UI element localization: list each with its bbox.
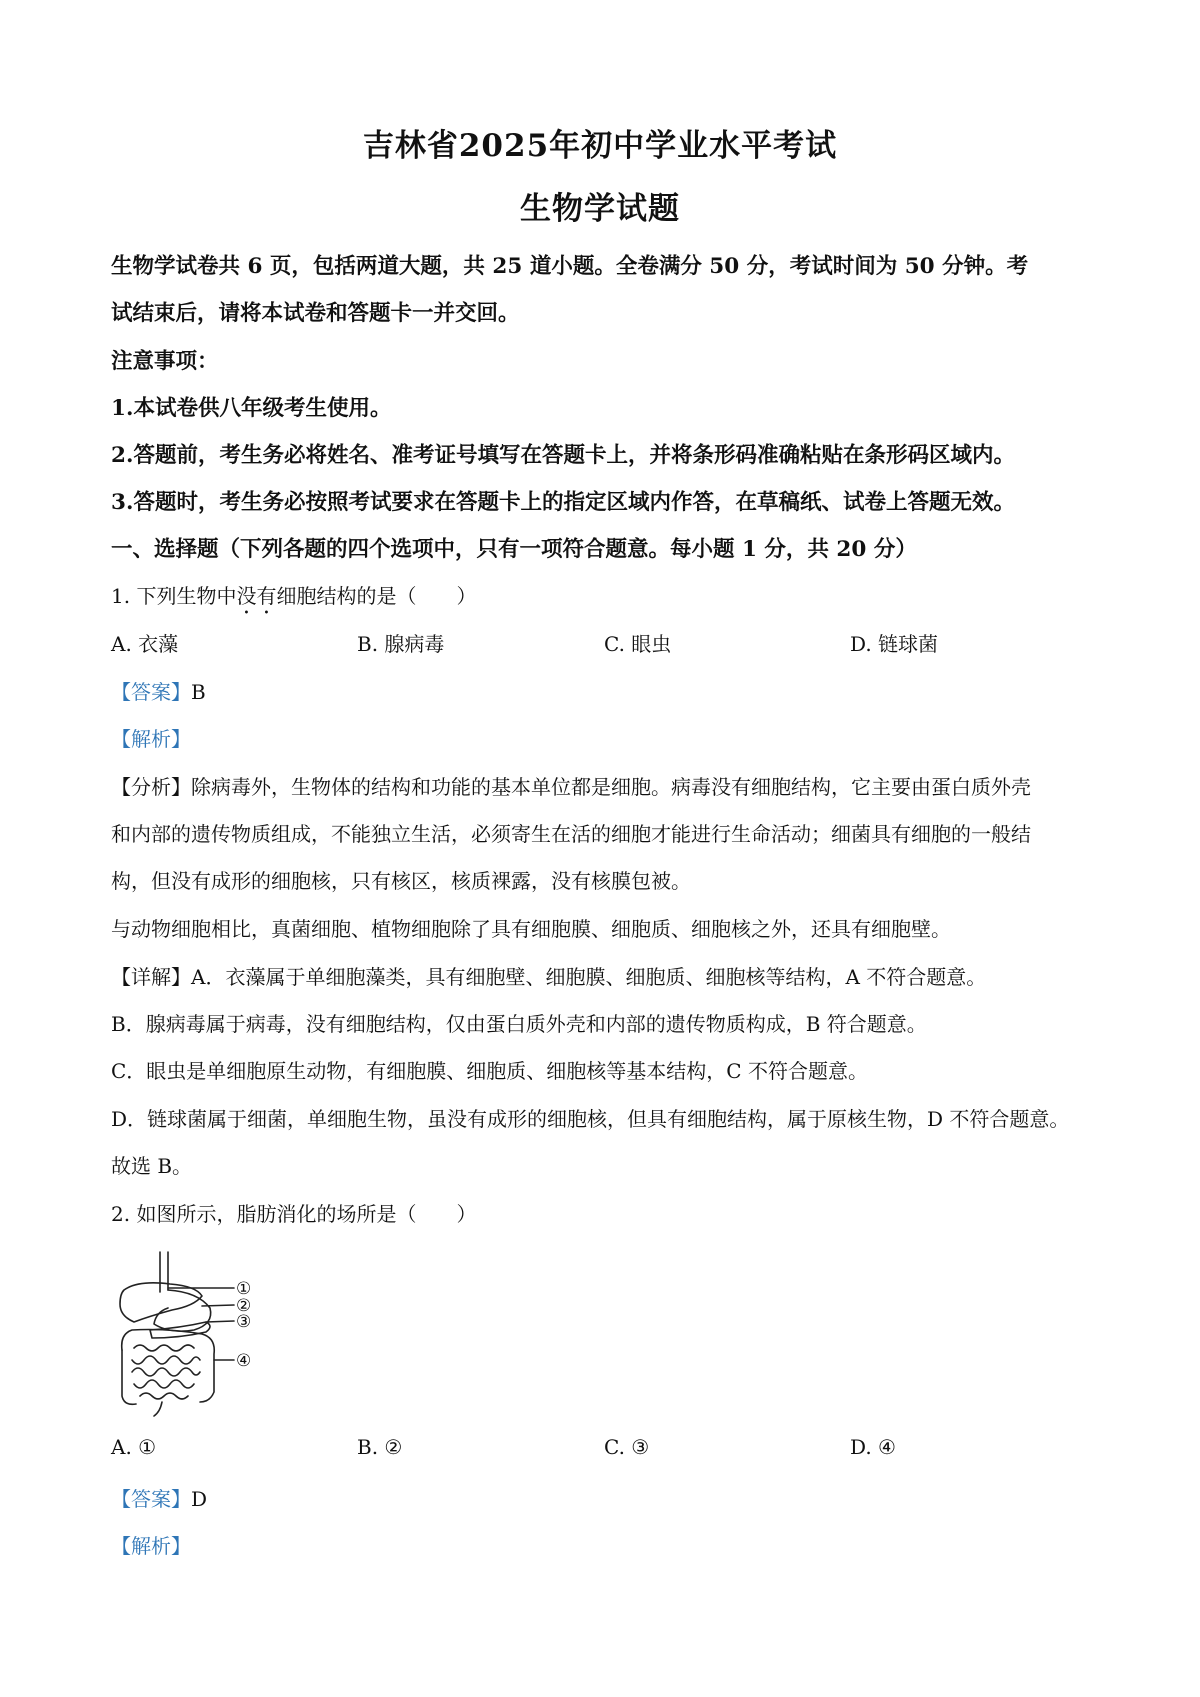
q1-analysis-line: 和内部的遗传物质组成，不能独立生活，必须寄生在活的细胞才能进行生命活动；细菌具有细胞的一般结 (111, 822, 1031, 846)
q1-stem-emphasis: 没有 (236, 584, 277, 608)
q2-analysis-tag: 【解析】 (111, 1534, 191, 1558)
q1-analysis-line: 【详解】A．衣藻属于单细胞藻类，具有细胞壁、细胞膜、细胞质、细胞核等结构，A 不符合题意。 (111, 965, 987, 989)
q2-stem: 2. 如图所示，脂肪消化的场所是（ ） (111, 1202, 477, 1226)
q2-answer-value: D (191, 1487, 208, 1511)
q1-option-b: B. 腺病毒 (357, 632, 445, 656)
q2-option-d: D. ④ (850, 1435, 896, 1459)
q1-stem-prefix: 1. 下列生物中 (111, 584, 237, 608)
section-heading: 一、选择题（下列各题的四个选项中，只有一项符合题意。每小题 1 分，共 20 分） (111, 537, 917, 562)
notice-item-2: 2.答题前，考生务必将姓名、准考证号填写在答题卡上，并将条形码准确粘贴在条形码区域内。 (111, 443, 1015, 468)
digestive-system-figure (110, 1250, 290, 1418)
q1-stem (111, 580, 1101, 619)
notice-heading: 注意事项： (111, 349, 219, 374)
q2-answer-tag: 【答案】 (111, 1487, 191, 1511)
q1-option-d: D. 链球菌 (850, 632, 939, 656)
q1-analysis-line: D．链球菌属于细菌，单细胞生物，虽没有成形的细胞核，但具有细胞结构，属于原核生物，D 不符合题意。 (111, 1107, 1070, 1131)
figure-label-4: ④ (236, 1351, 252, 1371)
q1-option-c: C. 眼虫 (604, 632, 672, 656)
q1-stem-suffix: 细胞结构的是（ ） (276, 584, 477, 608)
q2-option-b: B. ② (357, 1435, 403, 1459)
q1-analysis-line: 构，但没有成形的细胞核，只有核区，核质裸露，没有核膜包被。 (111, 869, 691, 893)
exam-title: 吉林省2025年初中学业水平考试 (362, 128, 838, 164)
q1-analysis-line: B．腺病毒属于病毒，没有细胞结构，仅由蛋白质外壳和内部的遗传物质构成，B 符合题意。 (111, 1012, 927, 1036)
q1-analysis-line: 【分析】除病毒外，生物体的结构和功能的基本单位都是细胞。病毒没有细胞结构，它主要由蛋白质外壳 (111, 775, 1031, 799)
figure-label-3: ③ (236, 1312, 252, 1332)
q1-answer-value: B (191, 680, 206, 704)
notice-item-1: 1.本试卷供八年级考生使用。 (111, 396, 392, 421)
exam-subtitle: 生物学试题 (520, 191, 680, 227)
figure-label-2: ② (236, 1296, 252, 1316)
intro-line-1: 生物学试卷共 6 页，包括两道大题，共 25 道小题。全卷满分 50 分，考试时间为 50 分钟。考 (111, 254, 1029, 279)
q1-answer-tag: 【答案】 (111, 680, 191, 704)
q1-option-a: A. 衣藻 (111, 632, 179, 656)
q1-analysis-tag: 【解析】 (111, 727, 191, 751)
q1-answer (111, 676, 1101, 705)
figure-label-1: ① (236, 1279, 252, 1299)
q2-answer (111, 1483, 1101, 1512)
intro-line-2: 试结束后，请将本试卷和答题卡一并交回。 (111, 301, 520, 326)
notice-item-3: 3.答题时，考生务必按照考试要求在答题卡上的指定区域内作答，在草稿纸、试卷上答题无效。 (111, 490, 1015, 515)
q1-analysis-line: 与动物细胞相比，真菌细胞、植物细胞除了具有细胞膜、细胞质、细胞核之外，还具有细胞壁。 (111, 917, 951, 941)
q2-option-a: A. ① (111, 1435, 157, 1459)
q2-option-c: C. ③ (604, 1435, 650, 1459)
q1-analysis-line: C．眼虫是单细胞原生动物，有细胞膜、细胞质、细胞核等基本结构，C 不符合题意。 (111, 1059, 868, 1083)
q1-analysis-line: 故选 B。 (111, 1154, 193, 1178)
